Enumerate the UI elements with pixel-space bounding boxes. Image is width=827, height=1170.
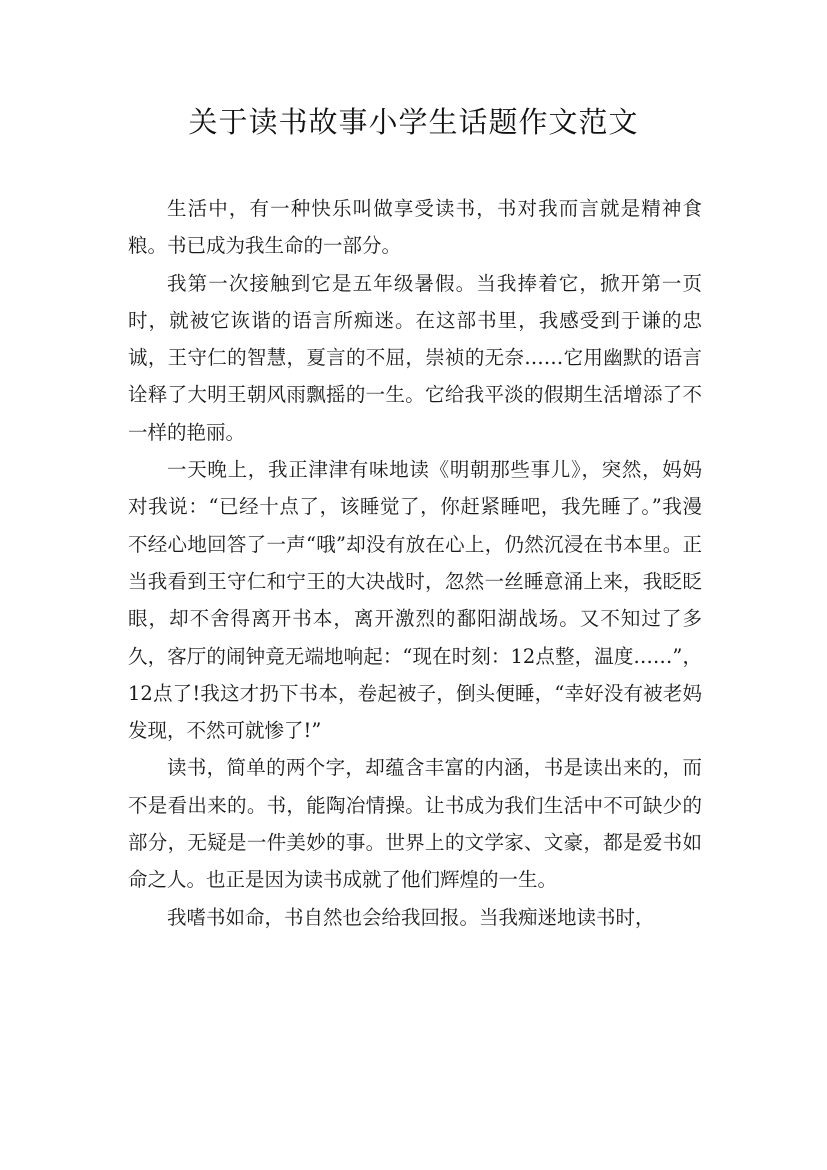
document-body	[128, 190, 702, 936]
paragraph: 我第一次接触到它是五年级暑假。当我捧着它，掀开第一页时，就被它诙谐的语言所痴迷。在这部书里，我感受到于谦的忠诚，王守仁的智慧，夏言的不屈，崇祯的无奈……它用幽默的语言诠释了大明王朝风雨飘摇的一生。它给我平淡的假期生活增添了不一样的艳丽。	[128, 271, 702, 444]
paragraph: 一天晚上，我正津津有味地读《明朝那些事儿》，突然，妈妈对我说：“已经十点了，该睡觉了，你赶紧睡吧，我先睡了。”我漫不经心地回答了一声“哦”却没有放在心上，仍然沉浸在书本里。正当我看到王守仁和宁王的大决战时，忽然一丝睡意涌上来，我眨眨眼，却不舍得离开书本，离开激烈的鄱阳湖战场。又不知过了多久，客厅的闹钟竟无端地响起：“现在时刻：12点整，温度……”，12点了!我这才扔下书本，卷起被子，倒头便睡，“幸好没有被老妈发现，不然可就惨了!”	[128, 458, 702, 743]
paragraph: 读书，简单的两个字，却蕴含丰富的内涵，书是读出来的，而不是看出来的。书，能陶冶情操。让书成为我们生活中不可缺少的部分，无疑是一件美妙的事。世界上的文学家、文豪，都是爱书如命之人。也正是因为读书成就了他们辉煌的一生。	[128, 756, 702, 892]
paragraph: 我嗜书如命，书自然也会给我回报。当我痴迷地读书时，	[167, 905, 655, 929]
paragraph: 生活中，有一种快乐叫做享受读书，书对我而言就是精神食粮。书已成为我生命的一部分。	[128, 197, 702, 258]
document-title: 关于读书故事小学生话题作文范文	[188, 105, 639, 139]
